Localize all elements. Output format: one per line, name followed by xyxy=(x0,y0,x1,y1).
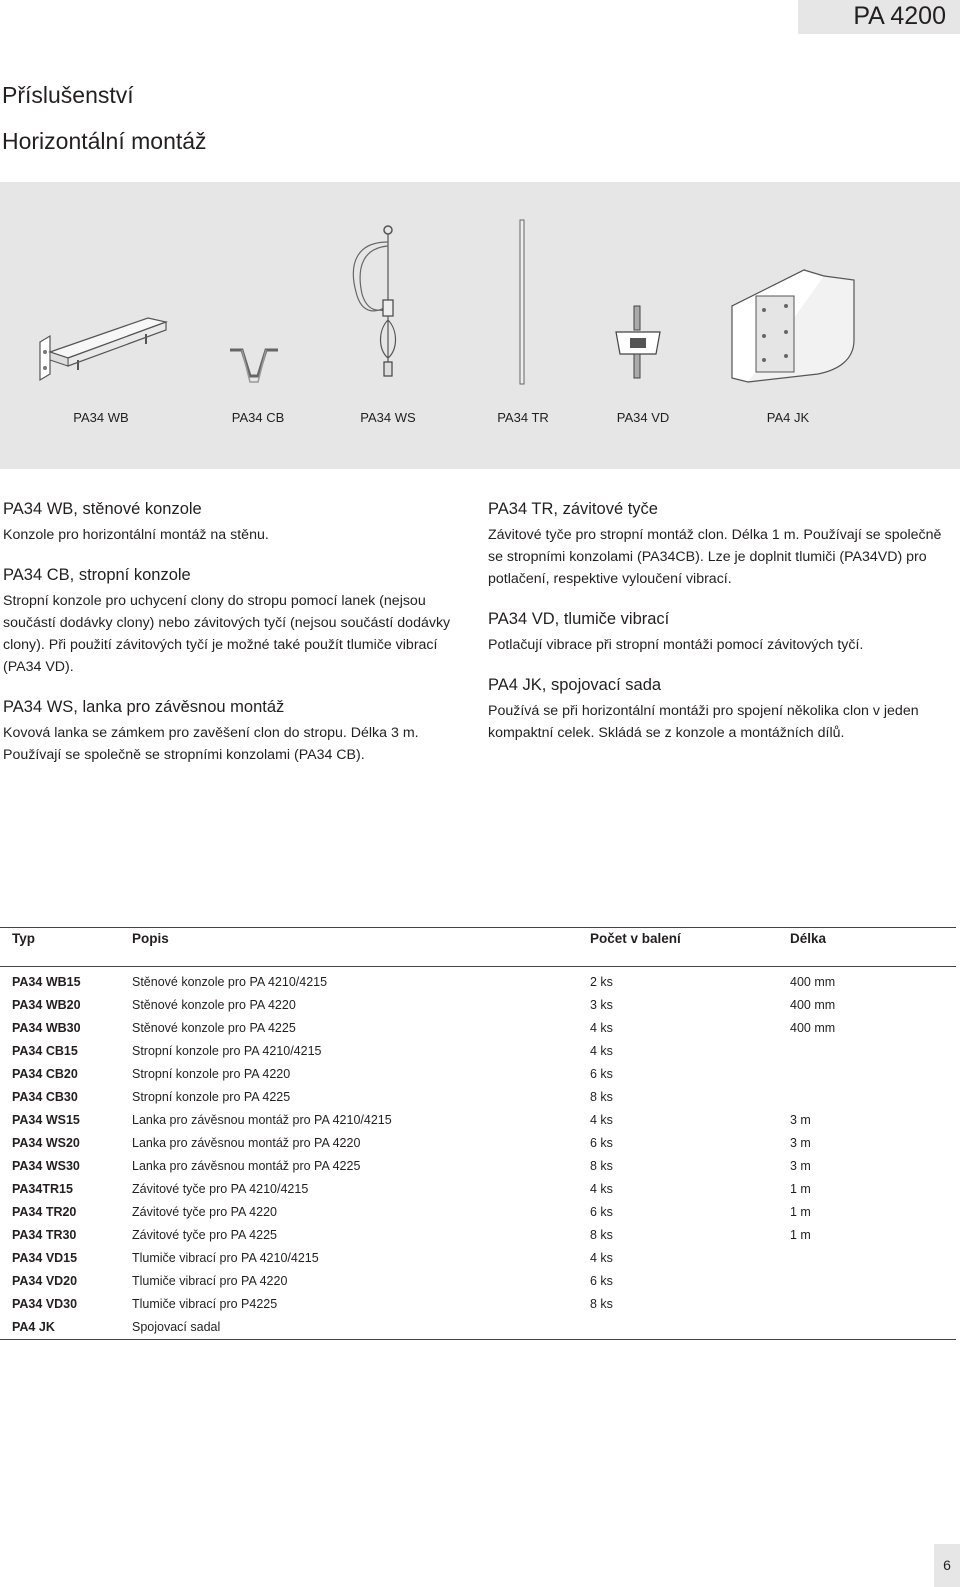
cell-package-count: 8 ks xyxy=(590,1159,613,1173)
column-header-package-count: Počet v balení xyxy=(578,928,778,967)
cell-description: Lanka pro závěsnou montáž pro PA 4220 xyxy=(132,1136,361,1150)
cell-length: 400 mm xyxy=(790,1021,836,1035)
cell-package-count: 6 ks xyxy=(590,1067,613,1081)
description-title: PA34 VD, tlumiče vibrací xyxy=(488,610,670,628)
table-row xyxy=(0,1063,956,1086)
table-row xyxy=(0,1132,956,1155)
table-row xyxy=(0,994,956,1017)
description-title: PA34 WS, lanka pro závěsnou montáž xyxy=(3,698,285,716)
cell-type: PA34 WS20 xyxy=(12,1136,80,1150)
description-text: Stropní konzole pro uchycení clony do stropu pomocí lanek (nejsou součástí dodávky clony) nebo závitových tyčí (nejsou součástí dodávky clony). Při použití závitových tyčí je možné také použít tlumiče vibrací (PA34 VD). xyxy=(3,593,451,675)
cell-package-count: 8 ks xyxy=(590,1090,613,1104)
subsection-heading: Horizontální montáž xyxy=(2,128,207,154)
column-header-type: Typ xyxy=(0,928,120,967)
cell-length xyxy=(778,1247,956,1270)
product-label-jk: PA4 JK xyxy=(766,410,810,425)
cell-description: Lanka pro závěsnou montáž pro PA 4225 xyxy=(132,1159,361,1173)
cell-package-count: 6 ks xyxy=(590,1274,613,1288)
cell-description: Stropní konzole pro PA 4210/4215 xyxy=(132,1044,322,1058)
cell-length xyxy=(778,1063,956,1086)
cell-type: PA4 JK xyxy=(0,1316,120,1340)
threaded-rod-icon xyxy=(512,218,532,386)
cell-type: PA34 VD15 xyxy=(12,1251,78,1265)
page-number: 6 xyxy=(934,1544,960,1587)
cell-length: 3 m xyxy=(790,1159,811,1173)
cell-length: 3 m xyxy=(790,1136,811,1150)
cell-type: PA34 VD30 xyxy=(12,1297,78,1311)
table-row xyxy=(0,1293,956,1316)
table-row xyxy=(0,1270,956,1293)
product-label-tr: PA34 TR xyxy=(497,410,549,425)
cell-description: Stěnové konzole pro PA 4225 xyxy=(132,1021,296,1035)
cell-package-count: 4 ks xyxy=(590,1251,613,1265)
cell-package-count: 4 ks xyxy=(590,1021,613,1035)
table-row xyxy=(0,1247,956,1270)
cell-length: 1 m xyxy=(790,1228,811,1242)
cell-type: PA34 CB20 xyxy=(12,1067,78,1081)
cell-length xyxy=(778,1270,956,1293)
cell-length: 400 mm xyxy=(790,998,836,1012)
cell-package-count xyxy=(578,1316,778,1340)
document-title: PA 4200 xyxy=(853,2,946,30)
table-row xyxy=(0,1109,956,1132)
cell-package-count: 4 ks xyxy=(590,1044,613,1058)
cell-package-count: 4 ks xyxy=(590,1182,613,1196)
cell-description: Závitové tyče pro PA 4225 xyxy=(132,1228,277,1242)
cell-description: Stropní konzole pro PA 4220 xyxy=(132,1067,291,1081)
cell-description: Závitové tyče pro PA 4220 xyxy=(132,1205,277,1219)
cell-description: Tlumiče vibrací pro PA 4220 xyxy=(132,1274,288,1288)
description-title: PA34 TR, závitové tyče xyxy=(488,500,658,518)
cell-package-count: 8 ks xyxy=(590,1297,613,1311)
cell-length xyxy=(778,1040,956,1063)
cell-type: PA34 TR30 xyxy=(12,1228,77,1242)
product-label-wb: PA34 WB xyxy=(73,410,129,425)
cell-type: PA34 WB20 xyxy=(12,998,81,1012)
table-row xyxy=(0,1178,956,1201)
product-label-vd: PA34 VD xyxy=(616,410,670,425)
cell-length: 3 m xyxy=(790,1113,811,1127)
table-row xyxy=(0,1040,956,1063)
description-title: PA34 CB, stropní konzole xyxy=(3,566,191,584)
cell-length xyxy=(778,1316,956,1340)
ceiling-bracket-icon xyxy=(228,346,280,386)
cell-type: PA34 WS15 xyxy=(12,1113,80,1127)
wall-bracket-icon xyxy=(38,300,168,382)
cell-type: PA34TR15 xyxy=(12,1182,73,1196)
cell-package-count: 8 ks xyxy=(590,1228,613,1242)
cell-length: 1 m xyxy=(790,1205,811,1219)
cell-package-count: 6 ks xyxy=(590,1136,613,1150)
description-text: Kovová lanka se zámkem pro zavěšení clon do stropu. Délka 3 m. Používají se společně se stropními konzolami (PA34 CB). xyxy=(3,725,419,763)
cell-type: PA34 WB15 xyxy=(12,975,81,989)
description-column-left xyxy=(3,498,465,784)
cell-type: PA34 CB15 xyxy=(12,1044,78,1058)
cell-description: Stěnové konzole pro PA 4220 xyxy=(132,998,296,1012)
wire-suspension-icon xyxy=(348,222,418,382)
table-row xyxy=(0,1017,956,1040)
vibration-damper-icon xyxy=(612,304,664,380)
table-row xyxy=(0,1224,956,1247)
description-title: PA34 WB, stěnové konzole xyxy=(3,500,202,518)
cell-type: PA34 TR20 xyxy=(12,1205,77,1219)
cell-length xyxy=(778,1293,956,1316)
description-column-right xyxy=(488,498,950,762)
cell-package-count: 3 ks xyxy=(590,998,613,1012)
description-text: Závitové tyče pro stropní montáž clon. Délka 1 m. Používají se společně se stropními konzolami (PA34CB). Lze je doplnit tlumiči (PA34VD) pro potlačení, respektive vyloučení vibrací. xyxy=(488,527,942,587)
column-header-length: Délka xyxy=(778,928,956,967)
cell-package-count: 6 ks xyxy=(590,1205,613,1219)
cell-type: PA34 VD20 xyxy=(12,1274,78,1288)
cell-package-count: 2 ks xyxy=(590,975,613,989)
joint-kit-icon xyxy=(728,266,860,384)
table-row xyxy=(0,1155,956,1178)
cell-type: PA34 WS30 xyxy=(12,1159,80,1173)
description-text: Konzole pro horizontální montáž na stěnu. xyxy=(3,527,269,543)
table-header-row xyxy=(0,928,956,967)
cell-type: PA34 WB30 xyxy=(12,1021,81,1035)
cell-length xyxy=(778,1086,956,1109)
cell-description: Lanka pro závěsnou montáž pro PA 4210/4215 xyxy=(132,1113,392,1127)
cell-description: Tlumiče vibrací pro P4225 xyxy=(132,1297,278,1311)
table-row xyxy=(0,967,956,995)
table-row xyxy=(0,1316,956,1340)
table-row xyxy=(0,1086,956,1109)
description-text: Potlačují vibrace při stropní montáži pomocí závitových tyčí. xyxy=(488,637,864,653)
description-title: PA4 JK, spojovací sada xyxy=(488,676,662,694)
product-label-cb: PA34 CB xyxy=(231,410,285,425)
specification-table xyxy=(0,927,956,1340)
table-row xyxy=(0,1201,956,1224)
cell-description: Tlumiče vibrací pro PA 4210/4215 xyxy=(132,1251,319,1265)
cell-length: 400 mm xyxy=(790,975,836,989)
product-label-ws: PA34 WS xyxy=(360,410,416,425)
cell-length: 1 m xyxy=(790,1182,811,1196)
cell-type: PA34 CB30 xyxy=(12,1090,78,1104)
cell-package-count: 4 ks xyxy=(590,1113,613,1127)
header-tab xyxy=(798,0,960,34)
description-text: Používá se při horizontální montáži pro spojení několika clon v jeden kompaktní celek. Skládá se z konzole a montážních dílů. xyxy=(488,703,919,741)
column-header-description: Popis xyxy=(120,928,578,967)
cell-description: Stěnové konzole pro PA 4210/4215 xyxy=(132,975,328,989)
cell-description: Spojovací sadal xyxy=(120,1316,578,1340)
section-heading: Příslušenství xyxy=(2,82,134,108)
cell-description: Závitové tyče pro PA 4210/4215 xyxy=(132,1182,309,1196)
cell-description: Stropní konzole pro PA 4225 xyxy=(132,1090,291,1104)
